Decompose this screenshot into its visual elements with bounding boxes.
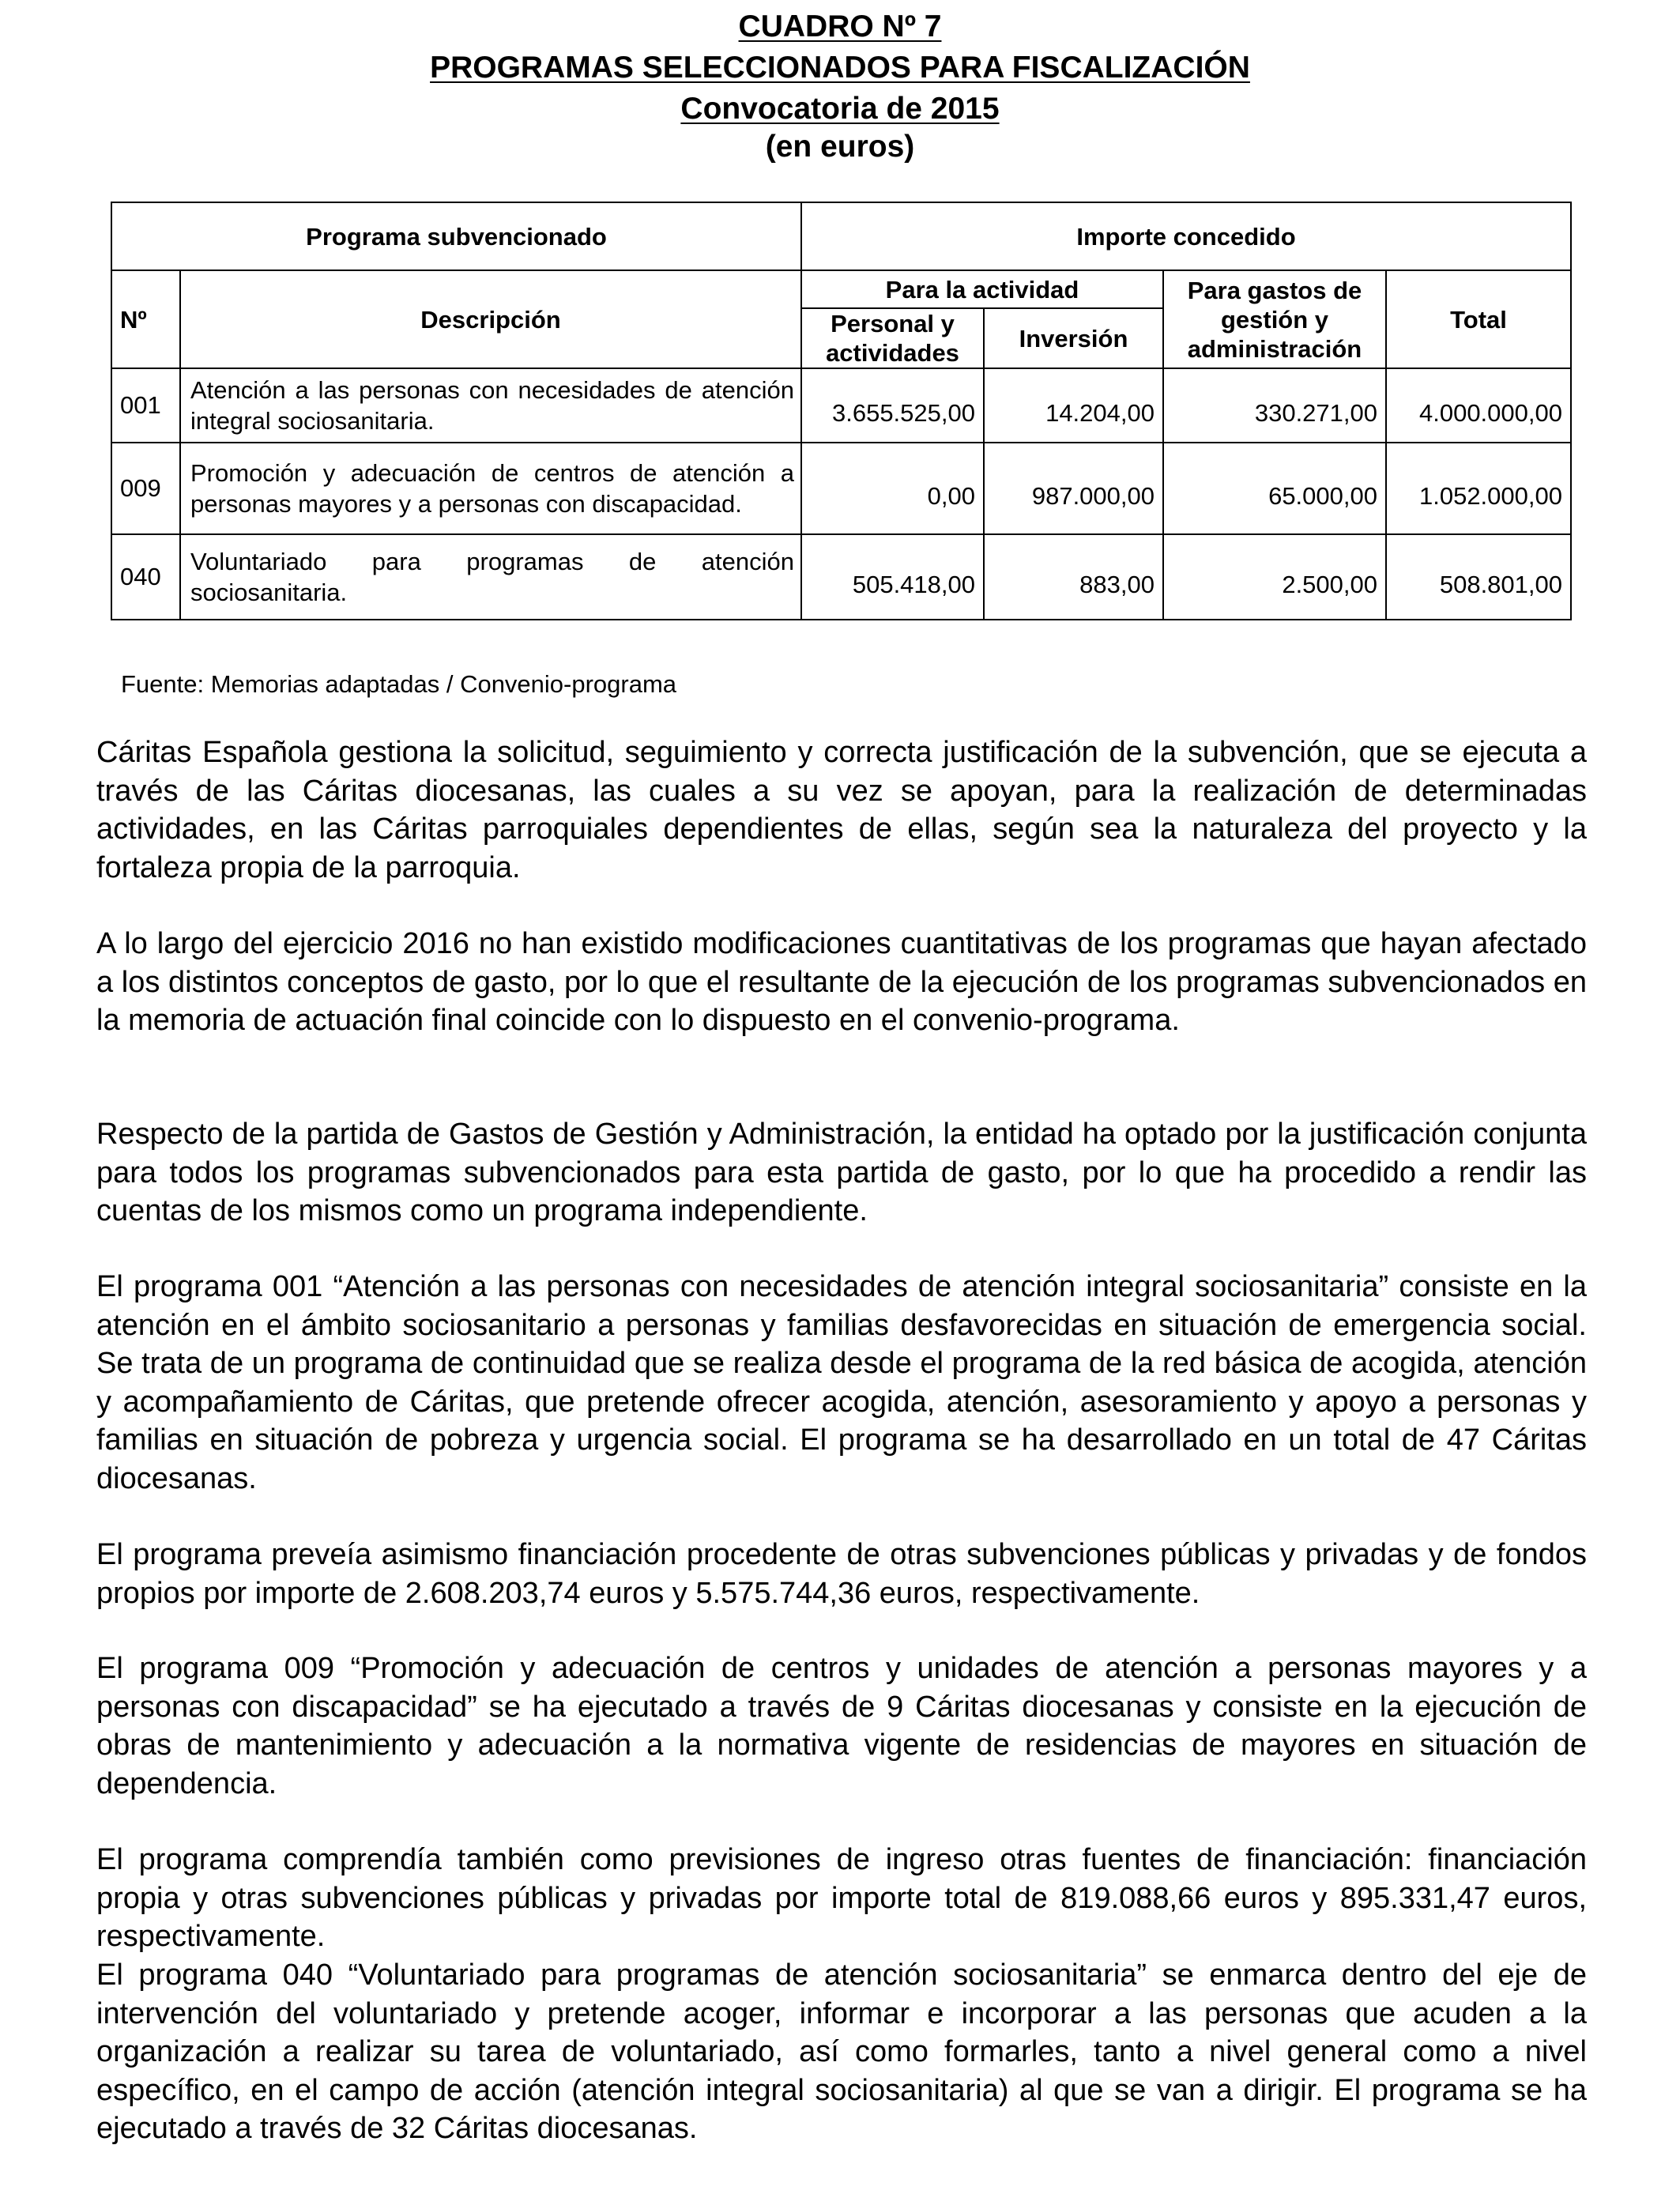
row-inversion: 987.000,00 — [984, 443, 1163, 534]
row-description: Atención a las personas con necesidades de atención integral sociosanitaria. — [180, 368, 801, 443]
header-row-top — [111, 202, 1571, 270]
row-inversion: 14.204,00 — [984, 368, 1163, 443]
header-total: Total — [1386, 270, 1571, 368]
header-importe: Importe concedido — [801, 202, 1571, 270]
body-paragraph: A lo largo del ejercicio 2016 no han existido modificaciones cuantitativas de los programas que hayan afectado a los distintos conceptos de gasto, por lo que el resultante de la ejecución de los programas subvencionados en la memoria de actuación final coincide con lo dispuesto en el convenio-programa. — [96, 927, 1587, 1037]
header-inversion: Inversión — [984, 308, 1163, 368]
table-title — [0, 6, 1680, 47]
convocatoria-text: Convocatoria de 2015 — [680, 92, 1000, 126]
header-actividad: Para la actividad — [801, 270, 1163, 308]
header-personal: Personal y actividades — [801, 308, 984, 368]
header-gestion: Para gastos de gestión y administración — [1163, 270, 1386, 368]
row-number: 040 — [111, 534, 180, 620]
header-no: Nº — [111, 270, 180, 368]
body-paragraph: El programa 009 “Promoción y adecuación de centros y unidades de atención a personas mayores y a personas con discapacidad” se ha ejecutado a través de 9 Cáritas diocesanas y consiste en la ejecución de obras de mantenimiento y adecuación a la normativa vigente de residencias de mayores en situación de dependencia. — [96, 1652, 1587, 1800]
header-descripcion: Descripción — [180, 270, 801, 368]
row-gestion: 65.000,00 — [1163, 443, 1386, 534]
table-heading-text: PROGRAMAS SELECCIONADOS PARA FISCALIZACIÓN — [430, 51, 1250, 85]
cuadro-number: CUADRO Nº 7 — [738, 9, 942, 43]
row-total: 4.000.000,00 — [1386, 368, 1571, 443]
row-gestion: 330.271,00 — [1163, 368, 1386, 443]
table-row — [111, 443, 1571, 534]
table-source-note: Fuente: Memorias adaptadas / Convenio-programa — [121, 670, 677, 698]
row-personal: 3.655.525,00 — [801, 368, 984, 443]
row-inversion: 883,00 — [984, 534, 1163, 620]
body-paragraph: El programa comprendía también como previsiones de ingreso otras fuentes de financiación: financiación propia y otras subvenciones públicas y privadas por importe total de 819.088,66 euros y 895.331,47 euros, respectivamente. — [96, 1843, 1587, 1953]
table-row — [111, 534, 1571, 620]
row-description: Voluntariado para programas de atención sociosanitaria. — [180, 534, 801, 620]
row-total: 508.801,00 — [1386, 534, 1571, 620]
row-gestion: 2.500,00 — [1163, 534, 1386, 620]
header-programa: Programa subvencionado — [111, 202, 801, 270]
row-number: 001 — [111, 368, 180, 443]
body-paragraph: Respecto de la partida de Gastos de Gestión y Administración, la entidad ha optado por la justificación conjunta para todos los programas subvencionados para esta partida de gasto, por lo que ha procedido a rendir las cuentas de los mismos como un programa independiente. — [96, 1118, 1587, 1227]
row-personal: 0,00 — [801, 443, 984, 534]
table-row — [111, 368, 1571, 443]
body-paragraph: Cáritas Española gestiona la solicitud, seguimiento y correcta justificación de la subvención, que se ejecuta a través de las Cáritas diocesanas, las cuales a su vez se apoyan, para la realización de determinadas actividades, en las Cáritas parroquiales dependientes de ellas, según sea la naturaleza del proyecto y la fortaleza propia de la parroquia. — [96, 736, 1587, 884]
programs-table — [111, 202, 1572, 620]
row-description: Promoción y adecuación de centros de atención a personas mayores y a personas con discapacidad. — [180, 443, 801, 534]
body-paragraph: El programa 001 “Atención a las personas con necesidades de atención integral sociosanitaria” consiste en la atención en el ámbito sociosanitario a personas y familias desfavorecidas en situación de emergencia social. Se trata de un programa de continuidad que se realiza desde el programa de la red básica de acogida, atención y acompañamiento de Cáritas, que pretende ofrecer acogida, atención, asesoramiento y apoyo a personas y familias en situación de pobreza y urgencia social. El programa se ha desarrollado en un total de 47 Cáritas diocesanas. — [96, 1270, 1587, 1495]
table-subheading — [0, 89, 1680, 130]
body-paragraph: El programa preveía asimismo financiación procedente de otras subvenciones públicas y privadas y de fondos propios por importe de 2.608.203,74 euros y 5.575.744,36 euros, respectivamente. — [96, 1538, 1587, 1610]
table-heading — [0, 47, 1680, 89]
body-paragraph: El programa 040 “Voluntariado para programas de atención sociosanitaria” se enmarca dentro del eje de intervención del voluntariado y pretende acoger, informar e incorporar a las personas que acuden a la organización a realizar su tarea de voluntariado, así como formarles, tanto a nivel general como a nivel específico, en el campo de acción (atención integral sociosanitaria) al que se van a dirigir. El programa se ha ejecutado a través de 32 Cáritas diocesanas. — [96, 1958, 1587, 2145]
row-total: 1.052.000,00 — [1386, 443, 1571, 534]
currency-note: (en euros) — [765, 130, 915, 164]
header-row-middle — [111, 270, 1571, 308]
row-number: 009 — [111, 443, 180, 534]
row-personal: 505.418,00 — [801, 534, 984, 620]
